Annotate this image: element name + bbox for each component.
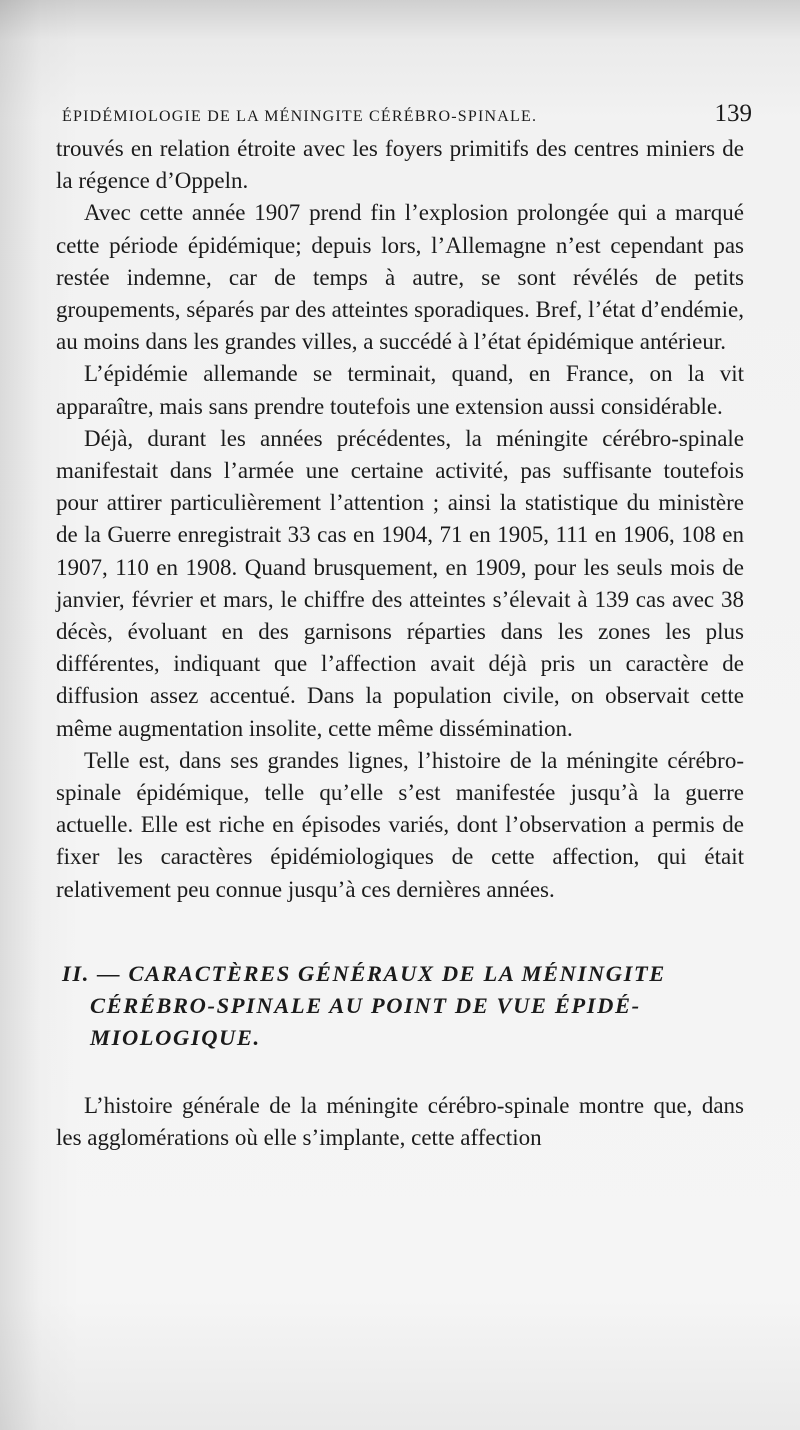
running-title: ÉPIDÉMIOLOGIE DE LA MÉNINGITE CÉRÉBRO-SPINALE.	[62, 108, 538, 125]
paragraph-3: L’épidémie allemande se terminait, quand, en France, on la vit apparaître, mais sans prendre toutefois une extension aussi considérable.	[56, 361, 744, 419]
paragraph-4: Déjà, durant les années précédentes, la méningite cérébro-spinale manifestait dans l’armée une certaine activité, pas suffisante toutefois pour attirer particulièrement l’attention ; ainsi la statistique du ministère de la Guerre enregistrait 33 cas en 1904, 71 en 1905, 111 en 1906, 108 en 1907, 110 en 1908. Quand brusquement, en 1909, pour les seuls mois de janvier, février et mars, le chiffre des atteintes s’élevait à 139 cas avec 38 décès, évoluant en des garnisons réparties dans les zones les plus différentes, indiquant que l’affection avait déjà pris un caractère de diffusion assez accentué. Dans la population civile, on observait cette même augmentation insolite, cette même dissémination.	[56, 425, 744, 741]
paragraph-6: L’histoire générale de la méningite cérébro-spinale montre que, dans les agglomérations où elle s’implante, cette affection	[56, 1092, 744, 1151]
body-text	[56, 133, 744, 1154]
section-heading	[56, 958, 744, 1054]
page-number: 139	[714, 100, 752, 127]
paragraph-5: Telle est, dans ses grandes lignes, l’histoire de la méningite cérébro-spinale épidémique, telle qu’elle s’est manifestée jusqu’à la guerre actuelle. Elle est riche en épisodes variés, dont l’observation a permis de fixer les caractères épidémiologiques de cette affection, qui était relativement peu connue jusqu’à ces dernières années.	[56, 747, 744, 902]
running-head	[62, 100, 752, 134]
section-heading-line-3: MIOLOGIQUE.	[90, 1024, 261, 1050]
section-heading-line-1: II. — CARACTÈRES GÉNÉRAUX DE LA MÉNINGITE	[62, 960, 666, 986]
section-heading-line-2: CÉRÉBRO-SPINALE AU POINT DE VUE ÉPIDÉ-	[90, 992, 641, 1018]
paragraph-1: trouvés en relation étroite avec les foyers primitifs des centres miniers de la régence d’Oppeln.	[56, 136, 744, 194]
paragraph-2: Avec cette année 1907 prend fin l’explosion prolongée qui a marqué cette période épidémique; depuis lors, l’Allemagne n’est cependant pas restée indemne, car de temps à autre, se sont révélés de petits groupements, séparés par des atteintes sporadiques. Bref, l’état d’endémie, au moins dans les grandes villes, a succédé à l’état épidémique antérieur.	[56, 200, 744, 355]
